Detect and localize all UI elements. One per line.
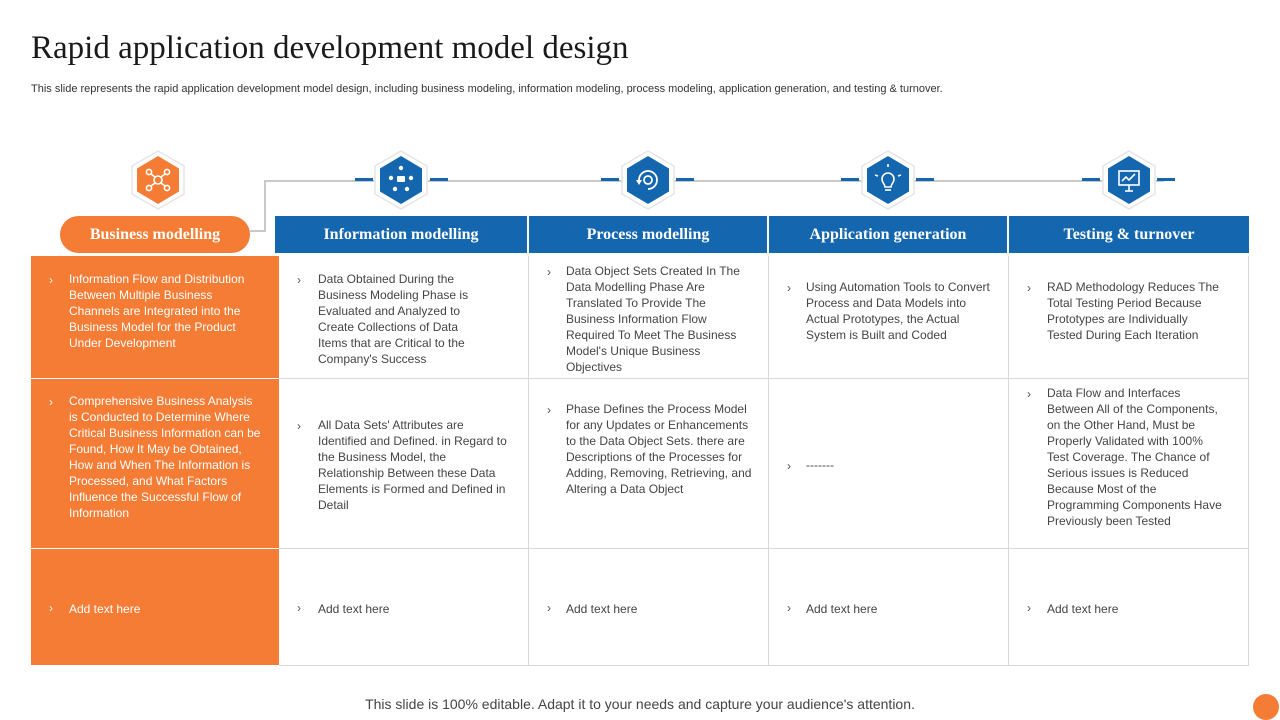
table-cell: › Comprehensive Business Analysis is Conducted to Determine Where Critical Business Information can be Found, How It May be Obtained, How and When The Information is Processed, and What Factors Influence the Successful Flow of Information bbox=[31, 379, 279, 549]
bullet-chevron: › bbox=[1027, 601, 1031, 615]
column-header-information-modelling: Information modelling bbox=[275, 216, 527, 253]
bullet-chevron: › bbox=[547, 403, 551, 417]
table-cell: › Information Flow and Distribution Between Multiple Business Channels are Integrated into the Business Model for the Product Under Development bbox=[31, 256, 279, 379]
bullet-chevron: › bbox=[297, 273, 301, 287]
bullet-chevron: › bbox=[1027, 281, 1031, 295]
table-cell: › Data Flow and Interfaces Between All of the Components, on the Other Hand, Must be Properly Validated with 100% Test Coverage. The Chance of Serious issues is Reduced Because Most of the Programming Components Have Previously been Tested bbox=[1009, 379, 1249, 549]
connector-dash bbox=[601, 178, 619, 181]
column-header-process-modelling: Process modelling bbox=[529, 216, 767, 253]
connector-dash bbox=[355, 178, 373, 181]
bullet-chevron: › bbox=[49, 273, 53, 287]
connector-dash bbox=[1082, 178, 1100, 181]
bullet-chevron: › bbox=[49, 395, 53, 409]
bullet-chevron: › bbox=[297, 601, 301, 615]
bullet-chevron: › bbox=[1027, 387, 1031, 401]
table-cell: › Add text here bbox=[529, 549, 769, 666]
connector-dash bbox=[430, 178, 448, 181]
table-cell: › All Data Sets' Attributes are Identified and Defined. in Regard to the Business Model, the Relationship Between these Data Elements is Formed and Defined in Detail bbox=[279, 379, 529, 549]
table-cell: › RAD Methodology Reduces The Total Testing Period Because Prototypes are Individually Tested During Each Iteration bbox=[1009, 256, 1249, 379]
table-cell: › Phase Defines the Process Model for any Updates or Enhancements to the Data Object Sets. there are Descriptions of the Processes for Adding, Removing, Retrieving, and Altering a Data Object bbox=[529, 379, 769, 549]
connector-dash bbox=[916, 178, 934, 181]
footer-note: This slide is 100% editable. Adapt it to your needs and capture your audience's attention. bbox=[365, 696, 915, 712]
corner-dot bbox=[1253, 694, 1279, 720]
table-cell: › Data Object Sets Created In The Data Modelling Phase Are Translated To Provide The Business Information Flow Required To Meet The Business Model's Unique Business Objectives bbox=[529, 256, 769, 379]
connector-elbow bbox=[250, 230, 266, 232]
lightbulb-brain-icon bbox=[859, 149, 917, 211]
column-header-testing-turnover: Testing & turnover bbox=[1009, 216, 1249, 253]
table-cell: › Add text here bbox=[279, 549, 529, 666]
column-header-application-generation: Application generation bbox=[769, 216, 1007, 253]
connector-dash bbox=[676, 178, 694, 181]
bullet-chevron: › bbox=[297, 419, 301, 433]
connector-vertical bbox=[264, 181, 266, 231]
bullet-chevron: › bbox=[787, 601, 791, 615]
network-icon bbox=[129, 149, 187, 211]
process-cycle-icon bbox=[619, 149, 677, 211]
table-cell: › Using Automation Tools to Convert Process and Data Models into Actual Prototypes, the Actual System is Built and Coded bbox=[769, 256, 1009, 379]
connector-dash bbox=[1157, 178, 1175, 181]
column-header-business-modelling: Business modelling bbox=[60, 216, 250, 253]
bullet-chevron: › bbox=[547, 601, 551, 615]
table-cell: › Data Obtained During the Business Modeling Phase is Evaluated and Analyzed to Create Collections of Data Items that are Critical to the Company's Success bbox=[279, 256, 529, 379]
page-subtitle: This slide represents the rapid application development model design, including business modeling, information modeling, process modeling, application generation, and testing & turnover. bbox=[31, 83, 943, 95]
team-icon bbox=[372, 149, 430, 211]
connector-dash bbox=[841, 178, 859, 181]
bullet-chevron: › bbox=[787, 459, 791, 473]
presentation-board-icon bbox=[1100, 149, 1158, 211]
bullet-chevron: › bbox=[547, 265, 551, 279]
table-cell: › Add text here bbox=[31, 549, 279, 666]
table-cell: › Add text here bbox=[769, 549, 1009, 666]
table-cell: › Add text here bbox=[1009, 549, 1249, 666]
table-cell: › ------- bbox=[769, 379, 1009, 549]
bullet-chevron: › bbox=[787, 281, 791, 295]
bullet-chevron: › bbox=[49, 601, 53, 615]
page-title: Rapid application development model design bbox=[31, 30, 629, 66]
